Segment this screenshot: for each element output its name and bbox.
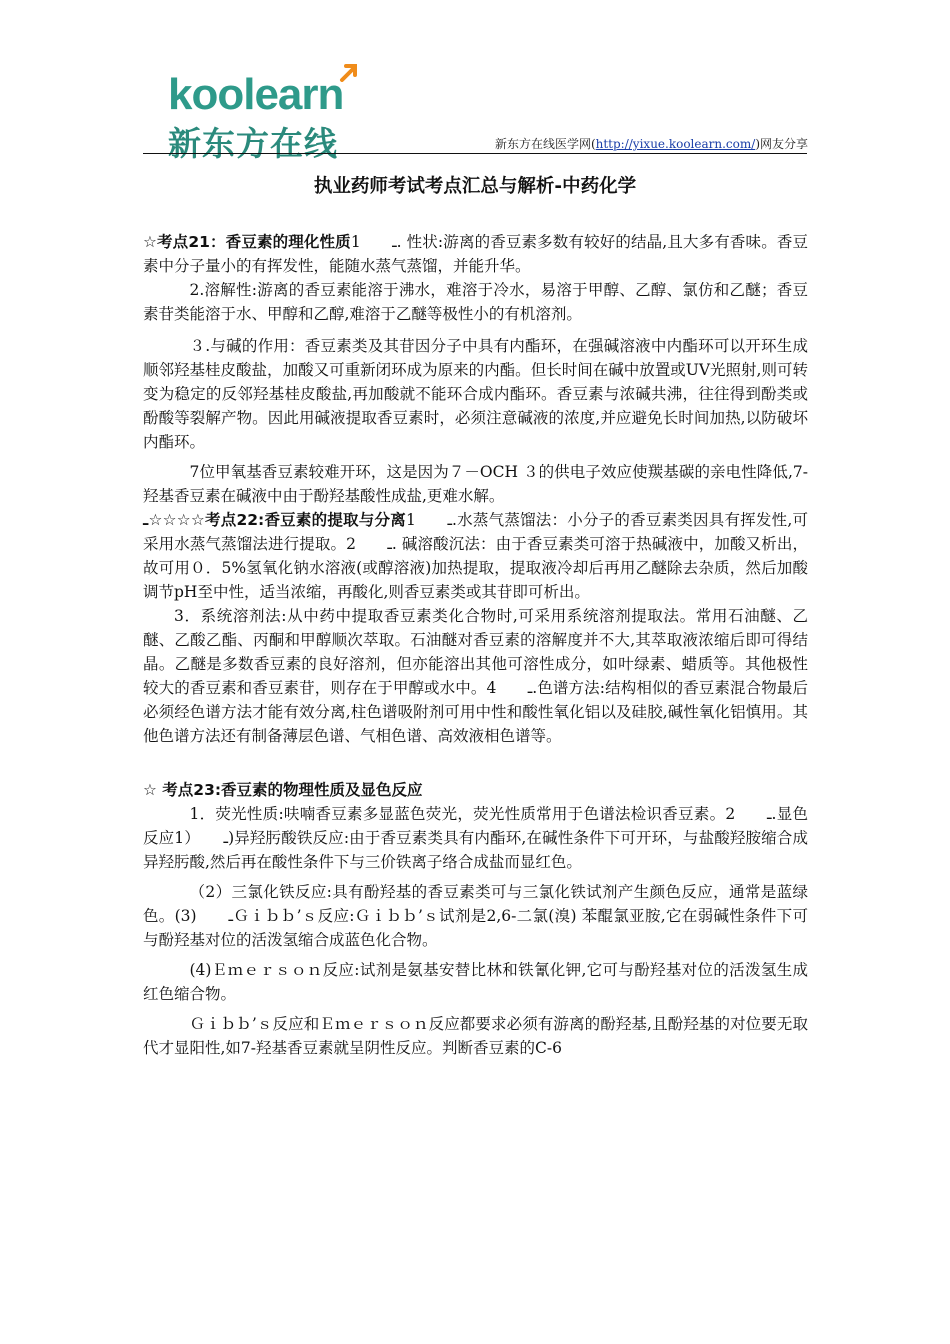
logo-chinese-name: 新东方在线 [168, 124, 338, 163]
source-url-link[interactable]: http://yixue.koolearn.com/ [595, 137, 756, 151]
section-23-paragraph-1: 1．荧光性质:呋喃香豆素多显蓝色荧光，荧光性质常用于色谱法检识香豆素。2 ـ.显色反应1） ـ)异羟肟酸铁反应:由于香豆素类具有内酯环,在碱性条件下可开环，与盐酸羟胺缩合成异羟肟酸,然后再在酸性条件下与三价铁离子络合成盐而显红色。 [143, 805, 808, 871]
section-23-heading: ☆ 考点23:香豆素的物理性质及显色反应 [143, 781, 423, 799]
spacer [143, 748, 808, 778]
section-21-paragraph-2: 2.溶解性:游离的香豆素能溶于沸水，难溶于冷水，易溶于甲醇、乙醇、氯仿和乙醚；香豆素苷类能溶于水、甲醇和乙醇,难溶于乙醚等极性小的有机溶剂。 [143, 281, 808, 323]
section-22-heading: ـ☆☆☆☆考点22:香豆素的提取与分离 [143, 511, 406, 529]
section-22-text-1: 1 ـ.水蒸气蒸馏法：小分子的香豆素类因具有挥发性,可采用水蒸气蒸馏法进行提取。2 ـ. 碱溶酸沉法：由于香豆素类可溶于热碱液中，加酸又析出，故可用０．5%氢氧化钠水溶液(或醇溶液)加热提取，提取液冷却后再用乙醚除去杂质，然后加酸调节pH至中性，适当浓缩，再酸化,则香豆素类或其苷即可析出。 [143, 511, 808, 601]
section-21-paragraph-4: 7位甲氧基香豆素较难开环，这是因为７－OCH ３的供电子效应使羰基碳的亲电性降低,7-羟基香豆素在碱液中由于酚羟基酸性成盐,更难水解。 [143, 463, 808, 505]
logo-wordmark: koolearn [168, 70, 344, 119]
section-23-paragraph-2: （2）三氯化铁反应:具有酚羟基的香豆素类可与三氯化铁试剂产生颜色反应，通常是蓝绿色。(3) ـＧｉｂｂ’ｓ反应:Ｇｉｂｂ’ｓ试剂是2,6-二氯(溴) 苯醌氯亚胺,它在弱碱性条件下可与酚羟基对位的活泼氢缩合成蓝色化合物。 [143, 883, 808, 949]
header-divider [143, 153, 807, 154]
header-source-note [495, 135, 808, 152]
section-21-heading: ☆考点21：香豆素的理化性质 [143, 233, 351, 251]
koolearn-logo [168, 62, 368, 162]
logo-arrow-icon [338, 62, 360, 82]
section-21-text-1: 1 ـ. 性状:游离的香豆素多数有较好的结晶,且大多有香味。香豆素中分子量小的有挥发性，能随水蒸气蒸馏，并能升华。 [143, 233, 808, 275]
section-22-paragraph-2: 3．系统溶剂法:从中药中提取香豆素类化合物时,可采用系统溶剂提取法。常用石油醚、乙醚、乙酸乙酯、丙酮和甲醇顺次萃取。石油醚对香豆素的溶解度并不大,其萃取液浓缩后即可得结晶。乙醚是多数香豆素的良好溶剂，但亦能溶出其他可溶性成分，如叶绿素、蜡质等。其他极性较大的香豆素和香豆素苷，则存在于甲醇或水中。4 ـ.色谱方法:结构相似的香豆素混合物最后必须经色谱方法才能有效分离,柱色谱吸附剂可用中性和酸性氧化铝以及硅胶,碱性氧化铝慎用。其他色谱方法还有制备薄层色谱、气相色谱、高效液相色谱等。 [143, 607, 808, 745]
section-21-paragraph-1 [143, 230, 808, 278]
source-note-prefix: 新东方在线医学网( [494, 137, 596, 151]
section-21-paragraph-3: ３.与碱的作用：香豆素类及其苷因分子中具有内酯环，在强碱溶液中内酯环可以开环生成顺邻羟基桂皮酸盐，加酸又可重新闭环成为原来的内酯。但长时间在碱中放置或UV光照射,则可转变为稳定的反邻羟基桂皮酸盐,再加酸就不能环合成内酯环。香豆素与浓碱共沸，往往得到酚类或酚酸等裂解产物。因此用碱液提取香豆素时，必须注意碱液的浓度,并应避免长时间加热,以防破坏内酯环。 [143, 337, 808, 451]
section-23-paragraph-4: Ｇｉｂｂ’ｓ反应和Ｅｍｅｒｓｏｎ反应都要求必须有游离的酚羟基,且酚羟基的对位要无取代才显阳性,如7-羟基香豆素就呈阴性反应。判断香豆素的C-6 [143, 1015, 808, 1057]
document-body [143, 230, 808, 1060]
section-22-paragraph-1 [143, 508, 808, 604]
spacer [143, 326, 808, 334]
section-23-paragraph-3: (4)Ｅｍｅｒｓｏｎ反应:试剂是氨基安替比林和铁氰化钾,它可与酚羟基对位的活泼氢生成红色缩合物。 [143, 961, 808, 1003]
source-note-suffix: )网友分享 [755, 137, 808, 151]
document-title: 执业药师考试考点汇总与解析-中药化学 [313, 176, 637, 197]
